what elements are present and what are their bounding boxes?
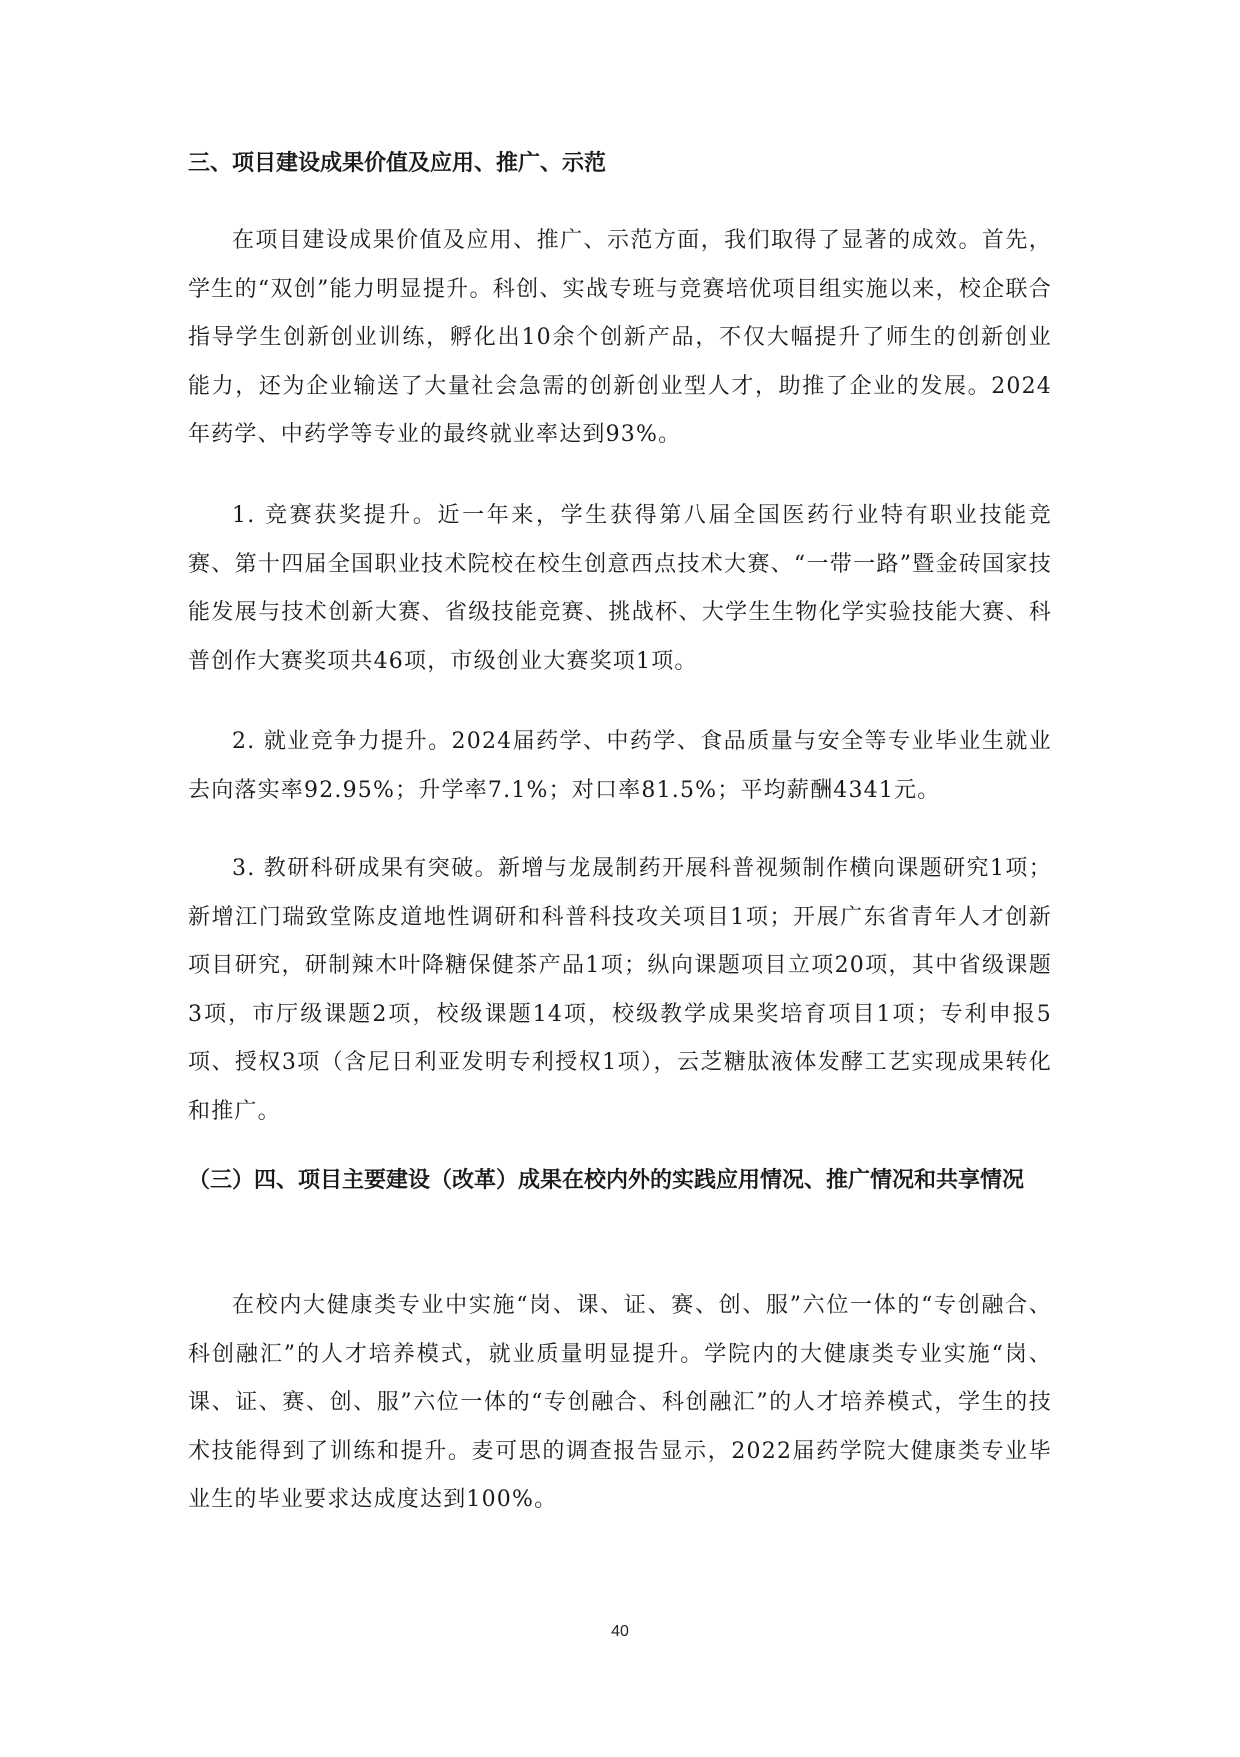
competition-awards-paragraph: 1. 竞赛获奖提升。近一年来，学生获得第八届全国医药行业特有职业技能竞赛、第十四届全国职业技术院校在校生创意西点技术大赛、“一带一路”暨金砖国家技能发展与技术创新大赛、省级技能竞赛、挑战杯、大学生生物化学实验技能大赛、科普创作大赛奖项共46项，市级创业大赛奖项1项。 [188, 503, 1052, 674]
employment-competitiveness-paragraph: 2. 就业竞争力提升。2024届药学、中药学、食品质量与安全等专业毕业生就业去向落实率92.95%；升学率7.1%；对口率81.5%；平均薪酬4341元。 [188, 729, 1052, 803]
section-4-heading: （三）四、项目主要建设（改革）成果在校内外的实践应用情况、推广情况和共享情况 [188, 1168, 1025, 1193]
research-achievements-paragraph: 3. 教研科研成果有突破。新增与龙晟制药开展科普视频制作横向课题研究1项；新增江门瑞致堂陈皮道地性调研和科普科技攻关项目1项；开展广东省青年人才创新项目研究，研制辣木叶降糖保健茶产品1项；纵向课题项目立项20项，其中省级课题3项，市厅级课题2项，校级课题14项，校级教学成果奖培育项目1项；专利申报5项、授权3项（含尼日利亚发明专利授权1项），云芝糖肽液体发酵工艺实现成果转化和推广。 [188, 856, 1052, 1124]
section-3-heading: 三、项目建设成果价值及应用、推广、示范 [188, 151, 607, 176]
intro-paragraph: 在项目建设成果价值及应用、推广、示范方面，我们取得了显著的成效。首先，学生的“双创”能力明显提升。科创、实战专班与竞赛培优项目组实施以来，校企联合指导学生创新创业训练，孵化出10余个创新产品，不仅大幅提升了师生的创新创业能力，还为企业输送了大量社会急需的创新创业型人才，助推了企业的发展。2024年药学、中药学等专业的最终就业率达到93%。 [188, 228, 1052, 447]
practice-application-paragraph: 在校内大健康类专业中实施“岗、课、证、赛、创、服”六位一体的“专创融合、科创融汇”的人才培养模式，就业质量明显提升。学院内的大健康类专业实施“岗、课、证、赛、创、服”六位一体的“专创融合、科创融汇”的人才培养模式，学生的技术技能得到了训练和提升。麦可思的调查报告显示，2022届药学院大健康类专业毕业生的毕业要求达成度达到100%。 [188, 1293, 1052, 1512]
page-number: 40 [611, 1623, 629, 1640]
